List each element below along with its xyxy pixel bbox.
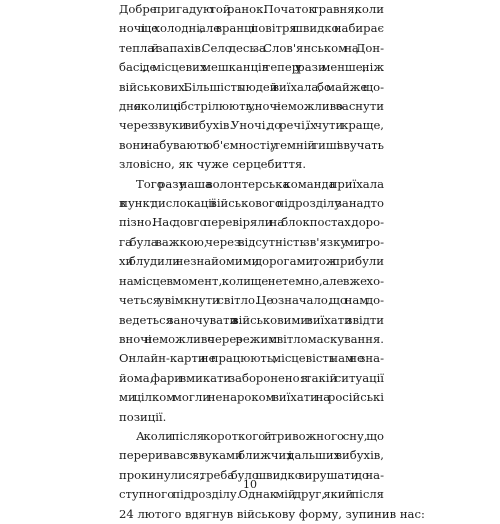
text-line: ступного підрозділу. Однак мій друг, який після <box>119 487 384 502</box>
text-line: Того разу наша волонтерська команда приїхала <box>136 176 384 191</box>
text-line: в пункт дислокації військового підрозділу занадто <box>119 196 384 211</box>
text-line: Добре пригадую той ранок. Початок травня, коли <box>119 2 384 16</box>
page-number: 10 <box>243 478 257 491</box>
text-line: на місце в момент, коли ще не темно, але вже хо- <box>119 273 384 288</box>
text-line: 24 лютого вдягнув військову форму, зупинив нас: <box>119 506 425 521</box>
text-line: пізно. Нас довго перевіряли на блокпостах, доро- <box>119 215 384 230</box>
paragraph-1 <box>119 0 384 175</box>
text-line: хи блудили незнайомими дорогами, тож прибули <box>119 254 384 269</box>
text-line: зловісно, як чуже серцебиття. <box>119 157 307 172</box>
text-line: басі, де місцевих мешканців тепер у рази менше, ніж <box>119 60 384 75</box>
paragraph-3 <box>119 427 425 524</box>
text-line: переривався звуками ближчих і дальших вибухів, <box>119 448 384 463</box>
text-line: йома, фари вмикати заборонено: в такій ситуації <box>119 370 384 385</box>
text-line: тепла й запахів. Село десь за Слов'янськом на Дон- <box>119 40 384 55</box>
body-text <box>119 0 425 524</box>
text-line: ведеться заночувати з військовими: виїхати звідти <box>119 312 384 327</box>
text-line: вночі неможливо через режим світломаскування. <box>119 331 384 346</box>
text-line: позиції. <box>119 409 167 424</box>
text-line: га була важкою, через відсутність зв'язку ми тро- <box>119 234 384 249</box>
text-line: дня околиці обстрілюють, уночі неможливо заснути <box>119 99 384 114</box>
text-line: четься увімкнути світло. Це означало, що нам до- <box>119 293 384 308</box>
text-line: ми цілком могли ненароком виїхати на російські <box>119 390 384 405</box>
text-line: через звуки вибухів. Уночі, до речі, їх чути краще, <box>119 118 384 133</box>
text-line: вони набувають об'ємності, у темній тиші звучать <box>119 137 384 152</box>
text-line: ночі ще холодні, але вранці повітря швидко набирає <box>119 21 384 36</box>
text-line: прокинулися, треба було швидко вирушати до на- <box>119 467 384 482</box>
text-line: військових. Більшість людей виїхала, бо майже що- <box>119 79 384 94</box>
text-line: Онлайн-карти не працюють, місцевість нам не зна- <box>119 351 384 366</box>
text-line: А коли після короткого й тривожного сну, що <box>136 428 384 443</box>
paragraph-2 <box>119 175 384 427</box>
